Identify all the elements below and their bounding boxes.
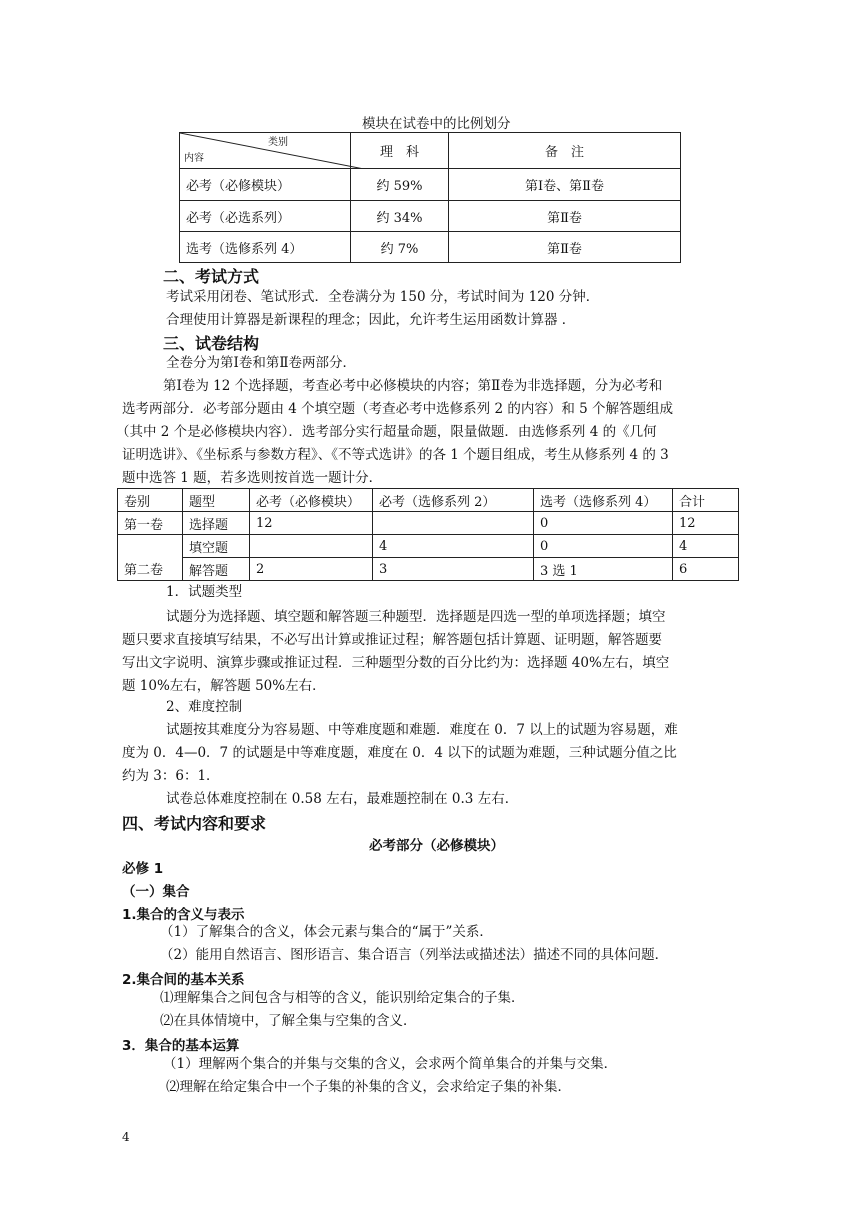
header-cell: 卷别 (118, 489, 183, 512)
paragraph-line: 度为 0．4—0．7 的试题是中等难度题，难度在 0．4 以下的试题为难题，三种试题分值之比 (122, 745, 677, 761)
table-row (118, 558, 739, 581)
paragraph-line: （其中 2 个是必修模块内容）．选考部分实行超量命题，限量做题．由选修系列 4 的《几何 (116, 424, 657, 440)
paragraph-line: （1）了解集合的含义，体会元素与集合的“属于”关系． (160, 924, 493, 940)
cell: 12 (250, 512, 373, 535)
sub1-title: 1．试题类型 (166, 584, 243, 600)
item1-title: 1.集合的含义与表示 (122, 907, 245, 923)
cell: 12 (673, 512, 739, 535)
header-cell: 题型 (183, 489, 250, 512)
table-header-row (118, 489, 739, 512)
paragraph-line: 试卷总体难度控制在 0.58 左右，最难题控制在 0.3 左右． (166, 791, 519, 807)
paragraph-line: 题 10%左右，解答题 50%左右． (122, 678, 326, 694)
col-science: 理 科 (351, 133, 449, 169)
cell-science: 约 59% (351, 169, 449, 201)
paragraph-line: （2）能用自然语言、图形语言、集合语言（列举法或描述法）描述不同的具体问题． (160, 947, 669, 963)
paragraph-line: 题只要求直接填写结果，不必写出计算或推证过程；解答题包括计算题、证明题，解答题要 (122, 632, 662, 648)
cell-science: 约 34% (351, 201, 449, 232)
cell: 6 (673, 558, 739, 581)
sub2-title: 2、难度控制 (166, 699, 243, 715)
cell (373, 512, 534, 535)
paragraph-line: 合理使用计算器是新课程的理念；因此，允许考生运用函数计算器 ． (166, 312, 576, 328)
table-row (118, 512, 739, 535)
table-row (180, 169, 681, 201)
diag-label-content: 内容 (184, 153, 204, 164)
paragraph-line: （1）理解两个集合的并集与交集的含义，会求两个简单集合的并集与交集． (163, 1056, 618, 1072)
cell: 选择题 (183, 512, 250, 535)
paragraph-line: 证明选讲》、《坐标系与参数方程》、《不等式选讲》的各 1 个题目组成，考生从修系列 4 的 3 (122, 447, 669, 463)
section4-title: 四、考试内容和要求 (122, 814, 267, 833)
header-cell: 选考（选修系列 4） (534, 489, 673, 512)
paragraph-line: 全卷分为第Ⅰ卷和第Ⅱ卷两部分． (166, 355, 357, 371)
header-cell: 必考（选修系列 2） (373, 489, 534, 512)
col-note: 备 注 (449, 133, 681, 169)
paragraph-line: ⑴理解集合之间包含与相等的含义，能识别给定集合的子集． (160, 990, 525, 1006)
paragraph-line: ⑵理解在给定集合中一个子集的补集的含义，会求给定子集的补集． (166, 1079, 571, 1095)
cell: 4 (673, 535, 739, 558)
cell: 2 (250, 558, 373, 581)
paragraph-line: 选考两部分．必考部分题由 4 个填空题（考查必考中选修系列 2 的内容）和 5 个解答题组成 (122, 401, 674, 417)
page-number: 4 (122, 1130, 130, 1144)
table-row (118, 535, 739, 558)
table-row (180, 232, 681, 263)
item2-title: 2.集合间的基本关系 (122, 972, 245, 988)
section3-title: 三、试卷结构 (163, 334, 260, 353)
cell: 解答题 (183, 558, 250, 581)
cell-science: 约 7% (351, 232, 449, 263)
paragraph-line: 题中选答 1 题，若多选则按首选一题计分． (122, 470, 383, 486)
paragraph-line: 第Ⅰ卷为 12 个选择题，考查必考中必修模块的内容；第Ⅱ卷为非选择题，分为必考和 (163, 378, 663, 394)
cell-content: 必考（必选系列） (180, 201, 351, 232)
section2-title: 二、考试方式 (163, 267, 260, 286)
cell: 第一卷 (118, 512, 183, 535)
proportion-table (179, 132, 681, 263)
structure-table (117, 488, 739, 581)
cell: 填空题 (183, 535, 250, 558)
table1-caption: 模块在试卷中的比例划分 (362, 116, 511, 132)
cell: 3 选 1 (534, 558, 673, 581)
paragraph-line: ⑵在具体情境中，了解全集与空集的含义． (160, 1013, 417, 1029)
cell-volume: 第二卷 (118, 535, 183, 581)
topic-title: （一）集合 (122, 884, 190, 900)
cell: 3 (373, 558, 534, 581)
cell-note: 第Ⅰ卷、第Ⅱ卷 (449, 169, 681, 201)
paragraph-line: 试题分为选择题、填空题和解答题三种题型．选择题是四选一型的单项选择题；填空 (166, 609, 666, 625)
item3-title: 3．集合的基本运算 (122, 1038, 240, 1054)
module-title: 必修 1 (122, 861, 164, 877)
paragraph-line: 写出文字说明、演算步骤或推证过程．三种题型分数的百分比约为：选择题 40%左右，填空 (122, 655, 670, 671)
cell-note: 第Ⅱ卷 (449, 232, 681, 263)
paragraph-line: 试题按其难度分为容易题、中等难度题和难题．难度在 0．7 以上的试题为容易题，难 (166, 722, 678, 738)
cell: 0 (534, 512, 673, 535)
cell: 0 (534, 535, 673, 558)
table-row (180, 201, 681, 232)
header-cell: 必考（必修模块） (250, 489, 373, 512)
cell: 4 (373, 535, 534, 558)
cell (250, 535, 373, 558)
diagonal-header-cell (180, 133, 351, 169)
paragraph-line: 考试采用闭卷、笔试形式．全卷满分为 150 分，考试时间为 120 分钟． (166, 289, 600, 305)
center-title: 必考部分（必修模块） (369, 838, 504, 854)
header-cell: 合计 (673, 489, 739, 512)
diag-label-category: 类别 (268, 137, 288, 148)
cell-content: 必考（必修模块） (180, 169, 351, 201)
cell-content: 选考（选修系列 4） (180, 232, 351, 263)
cell-note: 第Ⅱ卷 (449, 201, 681, 232)
paragraph-line: 约为 3：6：1． (122, 768, 220, 784)
